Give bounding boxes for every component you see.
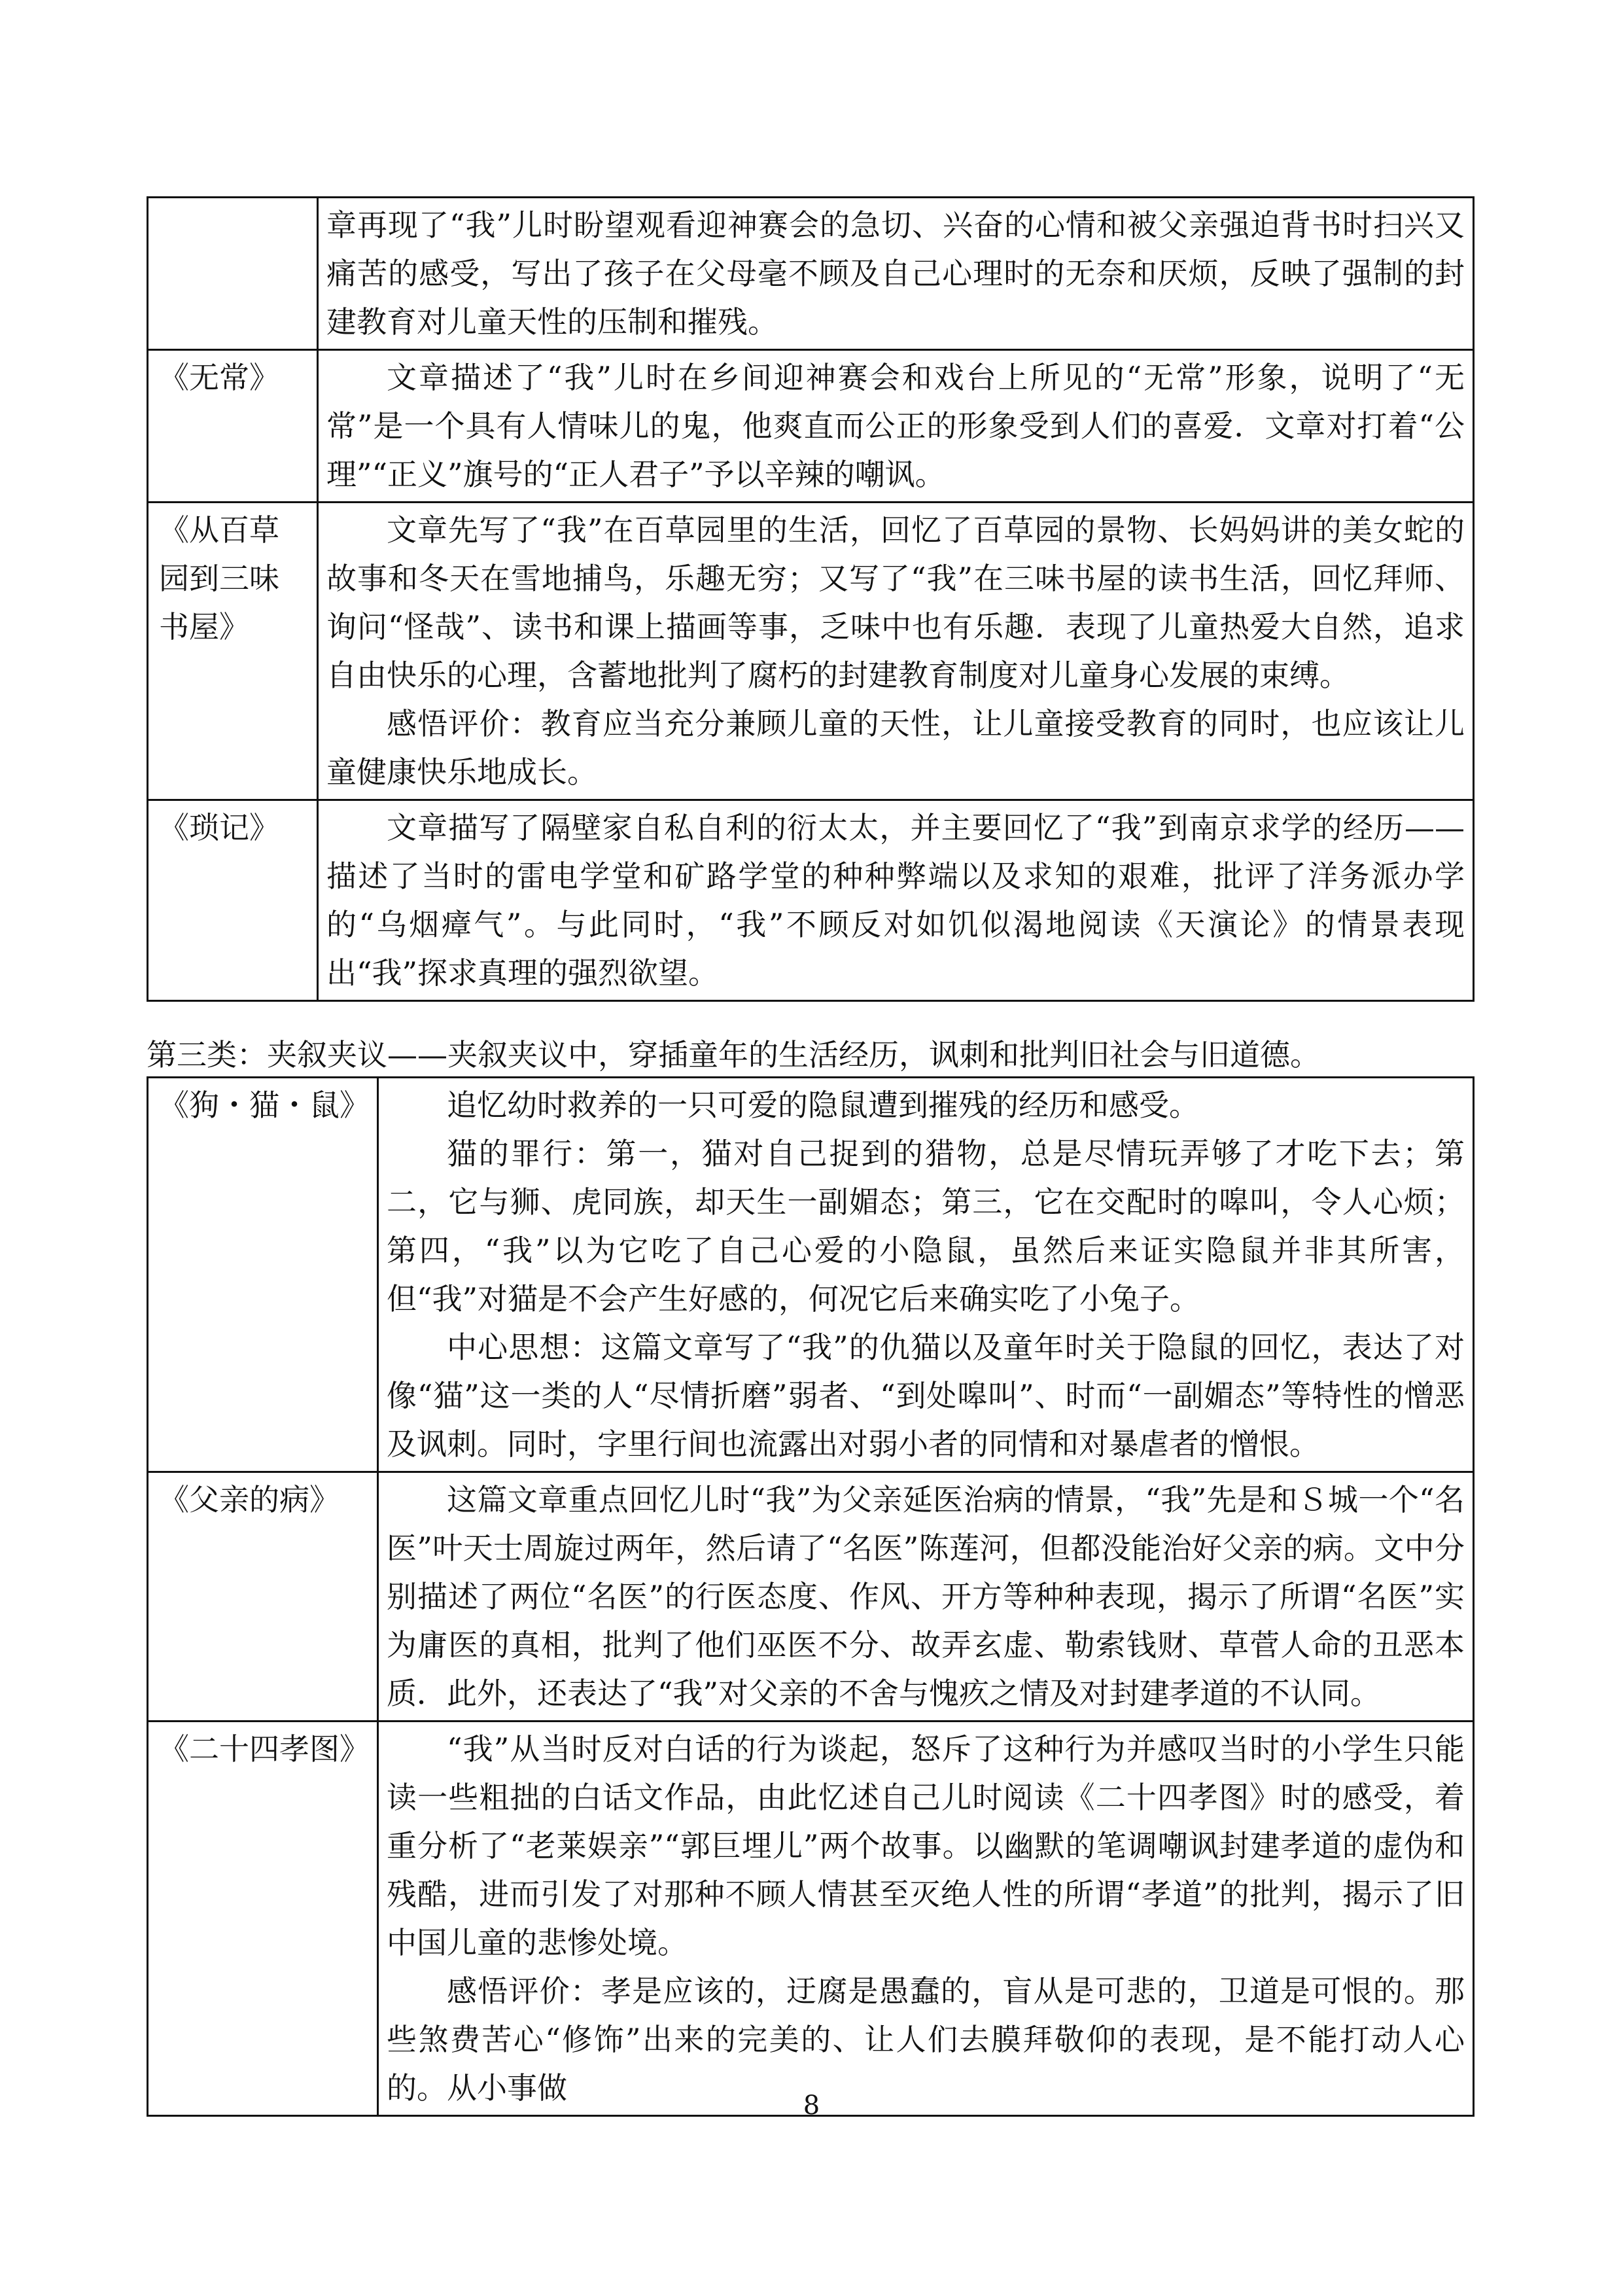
summary-paragraph: 感悟评价：孝是应该的，迂腐是愚蠢的，盲从是可悲的，卫道是可恨的。那些煞费苦心“修饰”出来的完美的、让人们去膜拜敬仰的表现，是不能打动人心的。从小事做: [387, 1973, 1465, 2106]
works-table-2: [147, 1076, 1475, 2117]
summary-paragraph: 章再现了“我”儿时盼望观看迎神赛会的急切、兴奋的心情和被父亲强迫背书时扫兴又痛苦的感受，写出了孩子在父母毫不顾及自己心理时的无奈和厌烦，反映了强制的封建教育对儿童天性的压制和摧残。: [326, 207, 1465, 340]
summary-paragraph: 文章描写了隔壁家自私自利的衍太太，并主要回忆了“我”到南京求学的经历——描述了当时的雷电学堂和矿路学堂的种种弊端以及求知的艰难，批评了洋务派办学的“乌烟瘴气”。与此同时，“我”不顾反对如饥似渴地阅读《天演论》的情景表现出“我”探求真理的强烈欲望。: [326, 810, 1465, 991]
table-row: [148, 503, 1474, 800]
summary-paragraph: 文章先写了“我”在百草园里的生活，回忆了百草园的景物、长妈妈讲的美女蛇的故事和冬天在雪地捕鸟，乐趣无穷；又写了“我”在三味书屋的读书生活，回忆拜师、询问“怪哉”、读书和课上描画等事，乏味中也有乐趣．表现了儿童热爱大自然，追求自由快乐的心理，含蓄地批判了腐朽的封建教育制度对儿童身心发展的束缚。: [326, 512, 1465, 693]
work-title: 《琐记》: [148, 800, 318, 1001]
table-row: [148, 198, 1474, 350]
summary-paragraph: 感悟评价：教育应当充分兼顾儿童的天性，让儿童接受教育的同时，也应该让儿童健康快乐地成长。: [326, 706, 1465, 790]
summary-paragraph: 追忆幼时救养的一只可爱的隐鼠遭到摧残的经历和感受。: [447, 1087, 1199, 1123]
work-summary: [318, 350, 1474, 503]
work-title: 《无常》: [148, 350, 318, 503]
summary-paragraph: 猫的罪行：第一，猫对自己捉到的猎物，总是尽情玩弄够了才吃下去；第二，它与狮、虎同族，却天生一副媚态；第三，它在交配时的嗥叫，令人心烦；第四，“我”以为它吃了自己心爱的小隐鼠，虽然后来证实隐鼠并非其所害，但“我”对猫是不会产生好感的，何况它后来确实吃了小兔子。: [387, 1136, 1465, 1316]
table-row: [148, 350, 1474, 503]
work-title: [148, 198, 318, 350]
table-row: [148, 1472, 1474, 1722]
table-row: [148, 800, 1474, 1001]
work-summary: [378, 1472, 1474, 1722]
work-summary: [318, 800, 1474, 1001]
works-table-1: [147, 196, 1475, 1002]
summary-paragraph: 这篇文章重点回忆儿时“我”为父亲延医治病的情景，“我”先是和Ｓ城一个“名医”叶天士周旋过两年，然后请了“名医”陈莲河，但都没能治好父亲的病。文中分别描述了两位“名医”的行医态度、作风、开方等种种表现，揭示了所谓“名医”实为庸医的真相，批判了他们巫医不分、故弄玄虚、勒索钱财、草菅人命的丑恶本质．此外，还表达了“我”对父亲的不舍与愧疚之情及对封建孝道的不认同。: [387, 1482, 1465, 1711]
summary-paragraph: 中心思想：这篇文章写了“我”的仇猫以及童年时关于隐鼠的回忆，表达了对像“猫”这一类的人“尽情折磨”弱者、“到处嗥叫”、时而“一副媚态”等特性的憎恶及讽刺。同时，字里行间也流露出对弱小者的同情和对暴虐者的憎恨。: [387, 1330, 1465, 1462]
work-summary: [378, 1722, 1474, 2116]
section3-caption: 第三类：夹叙夹议——夹叙夹议中，穿插童年的生活经历，讽刺和批判旧社会与旧道德。: [147, 1037, 1320, 1072]
work-summary: [318, 198, 1474, 350]
work-title: 《父亲的病》: [148, 1472, 378, 1722]
table-row: [148, 1722, 1474, 2116]
page-number: 8: [803, 2091, 820, 2121]
work-summary: [318, 503, 1474, 800]
summary-paragraph: 文章描述了“我”儿时在乡间迎神赛会和戏台上所见的“无常”形象，说明了“无常”是一个具有人情味儿的鬼，他爽直而公正的形象受到人们的喜爱．文章对打着“公理”“正义”旗号的“正人君子”予以辛辣的嘲讽。: [326, 360, 1465, 492]
work-title: 《从百草园到三味书屋》: [148, 503, 318, 800]
work-summary: [378, 1078, 1474, 1472]
work-title: 《狗・猫・鼠》: [148, 1078, 378, 1472]
table-row: [148, 1078, 1474, 1472]
summary-paragraph: “我”从当时反对白话的行为谈起，怒斥了这种行为并感叹当时的小学生只能读一些粗拙的白话文作品，由此忆述自己儿时阅读《二十四孝图》时的感受，着重分析了“老莱娱亲”“郭巨埋儿”两个故事。以幽默的笔调嘲讽封建孝道的虚伪和残酷，进而引发了对那种不顾人情甚至灭绝人性的所谓“孝道”的批判，揭示了旧中国儿童的悲惨处境。: [387, 1731, 1465, 1960]
work-title: 《二十四孝图》: [148, 1722, 378, 2116]
